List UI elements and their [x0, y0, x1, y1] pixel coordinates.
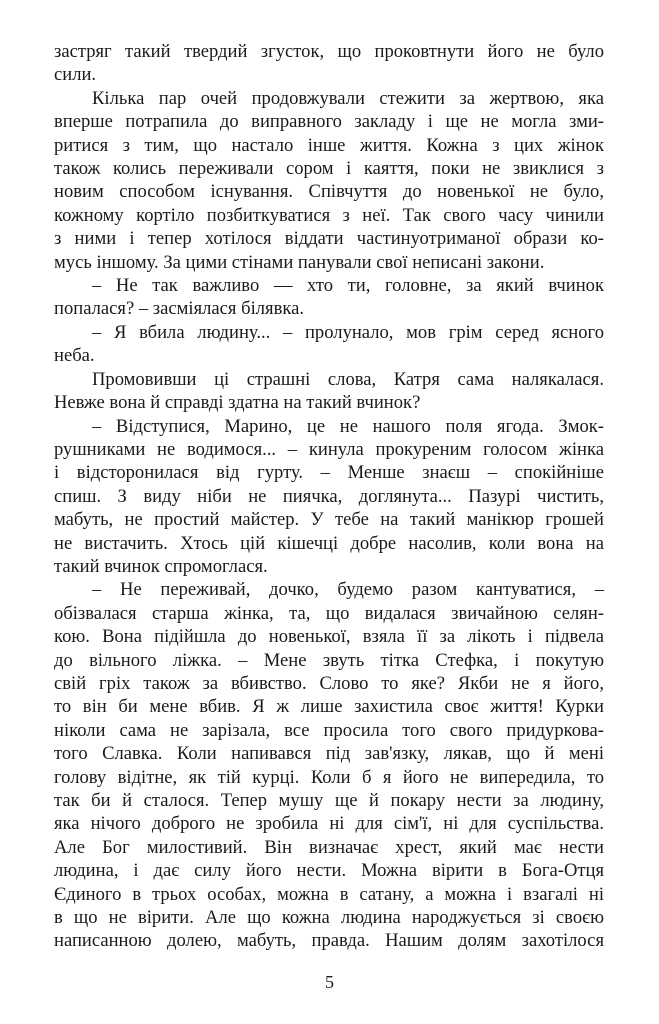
text-line: Єдиного в трьох особах, можна в сатану, а можна і взагалі ні — [54, 883, 604, 905]
text-line: не вистачить. Хтось цій кішечці добре насолив, коли вона на — [54, 532, 604, 554]
text-line: мабуть, не простий майстер. У тебе на такий манікюр грошей — [54, 509, 604, 531]
body-text — [54, 40, 604, 953]
text-line: Невже вона й справді здатна на такий вчинок? — [54, 392, 421, 414]
text-line: то він би мене вбив. Я ж лише захистила своє життя! Курки — [54, 696, 604, 718]
text-line: обізвалася старша жінка, та, що видалася звичайною селян- — [54, 602, 604, 624]
text-line: мусь іншому. За цими стінами панували свої неписані закони. — [54, 251, 545, 273]
text-line: того Славка. Коли напивався під зав'язку, лякав, що й мені — [54, 743, 604, 765]
paragraph — [54, 274, 604, 321]
text-line: також колись переживали сором і каяття, поки не звиклися з — [54, 158, 604, 180]
text-line: кожному кортіло позбиткуватися з неї. Так свого часу чинили — [54, 204, 604, 226]
paragraph — [54, 578, 604, 953]
text-line: ніколи сама не зарізала, все просила того свого придуркова- — [54, 719, 604, 741]
text-line: до вільного ліжка. – Мене звуть тітка Стефка, і покутую — [54, 649, 604, 671]
text-line: свій гріх також за вбивство. Слово то яке? Якби не я його, — [54, 672, 604, 694]
text-line: в що не вірити. Але що кожна людина народжується зі своєю — [54, 907, 604, 929]
paragraph — [54, 368, 604, 415]
text-line: сили. — [54, 64, 97, 86]
text-line: – Не так важливо — хто ти, головне, за який вчинок — [92, 275, 604, 297]
text-line: написанною долею, мабуть, правда. Нашим долям захотілося — [54, 930, 604, 952]
text-line: – Не переживай, дочко, будемо разом кантуватися, – — [92, 579, 604, 601]
text-line: – Я вбила людину... – пролунало, мов грім серед ясного — [92, 321, 604, 343]
text-line: такий вчинок спромоглася. — [54, 555, 268, 577]
text-line: неба. — [54, 345, 95, 367]
paragraph — [54, 40, 604, 87]
text-line: з ними і тепер хотілося віддати частинуотриманої образи ко- — [54, 228, 604, 250]
text-line: голову відітне, як тій курці. Коли б я його не випередила, то — [54, 766, 604, 788]
text-line: так би й сталося. Тепер мушу ще й покару нести за людину, — [54, 790, 604, 811]
paragraph — [54, 415, 604, 579]
text-line: Промовивши ці страшні слова, Катря сама налякалася. — [92, 368, 604, 390]
paragraph — [54, 87, 604, 274]
text-line: новим способом існування. Співчуття до новенької не було, — [54, 181, 604, 203]
page-number: 5 — [325, 972, 334, 992]
text-line: спиш. З виду ніби не пиячка, доглянута... Пазурі чистить, — [54, 485, 604, 507]
text-line: кою. Вона підійшла до новенької, взяла її за лікоть і підвела — [54, 626, 604, 648]
text-line: і відсторонилася від гурту. – Менше знаєш – спокійніше — [54, 462, 604, 484]
text-line: яка нічого доброго не зробила ні для сім'ї, ні для суспільства. — [54, 813, 604, 835]
text-line: ритися з тим, що настало інше життя. Кожна з цих жінок — [54, 134, 604, 156]
text-line: вперше потрапила до виправного закладу і ще не могла зми- — [54, 111, 604, 133]
text-line: Але Бог милостивий. Він визначає хрест, який має нести — [54, 836, 604, 858]
text-line: рушниками не водимося... – кинула прокуреним голосом жінка — [54, 438, 604, 460]
text-line: – Відступися, Марино, це не нашого поля ягода. Змок- — [92, 415, 604, 437]
text-line: попалася? – засміялася білявка. — [54, 298, 305, 320]
text-line: людина, і дає силу його нести. Можна вірити в Бога-Отця — [54, 860, 604, 882]
text-line: застряг такий твердий згусток, що проковтнути його не було — [54, 41, 604, 62]
paragraph — [54, 321, 604, 368]
text-line: Кілька пар очей продовжували стежити за жертвою, яка — [92, 87, 604, 109]
